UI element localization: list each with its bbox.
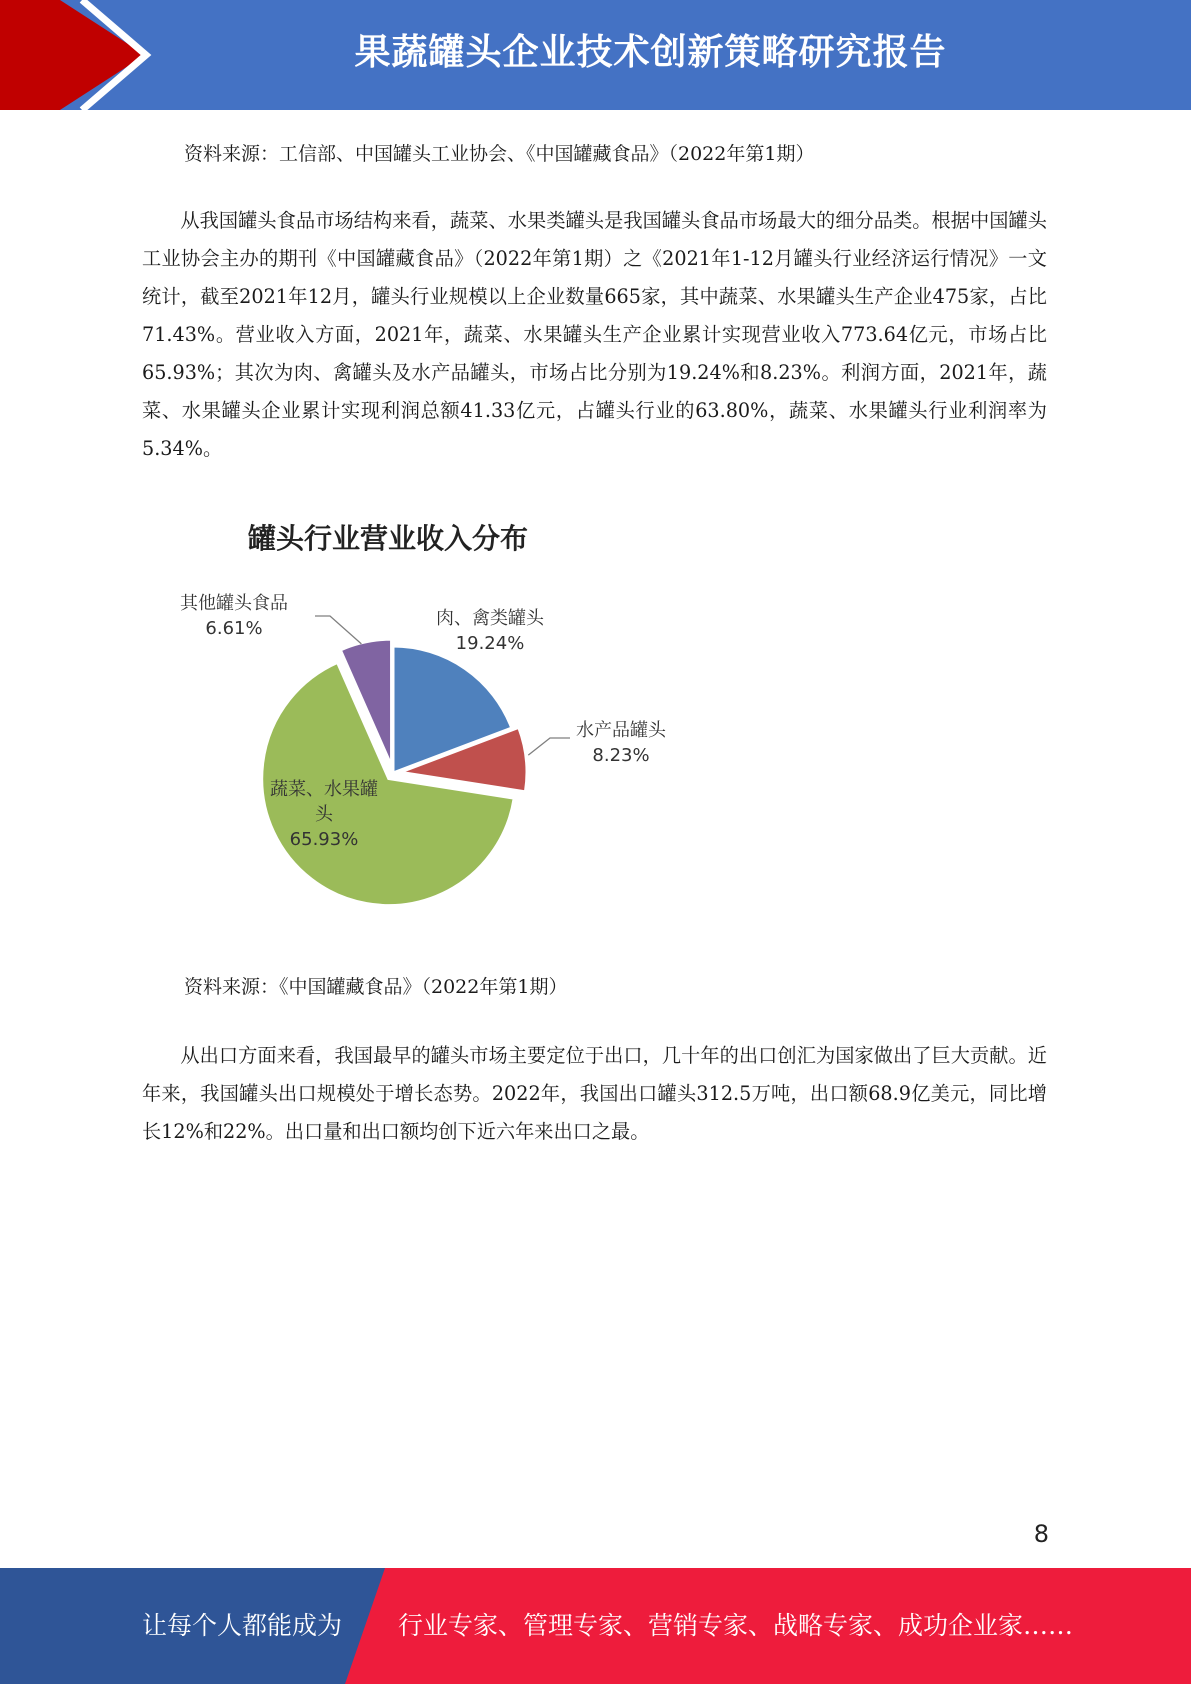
source-note-2: 资料来源：《中国罐藏食品》（2022年第1期） <box>184 976 568 998</box>
label-vegetable-fruit-name: 蔬菜、水果罐头 <box>270 779 378 825</box>
label-vegetable-fruit-value: 65.93% <box>289 829 359 850</box>
label-vegetable-fruit <box>266 777 382 852</box>
footer-slogan-left: 让每个人都能成为 <box>142 1611 343 1640</box>
label-other-value: 6.61% <box>205 618 263 639</box>
footer-slogan-right: 行业专家、管理专家、营销专家、战略专家、成功企业家…… <box>398 1611 1074 1640</box>
report-title: 果蔬罐头企业技术创新策略研究报告 <box>354 32 947 73</box>
label-aquatic <box>576 718 666 768</box>
source-note-1: 资料来源：工信部、中国罐头工业协会、《中国罐藏食品》（2022年第1期） <box>184 143 815 165</box>
leader-line-other <box>315 616 361 644</box>
paragraph-market-structure: 从我国罐头食品市场结构来看，蔬菜、水果类罐头是我国罐头食品市场最大的细分品类。根据中国罐头工业协会主办的期刊《中国罐藏食品》（2022年第1期）之《2021年1-12月罐头行业经济运行情况》一文统计，截至2021年12月，罐头行业规模以上企业数量665家，其中蔬菜、水果罐头生产企业475家，占比71.43%。营业收入方面，2021年，蔬菜、水果罐头生产企业累计实现营业收入773.64亿元，市场占比65.93%；其次为肉、禽罐头及水产品罐头，市场占比分别为19.24%和8.23%。利润方面，2021年，蔬菜、水果罐头企业累计实现利润总额41.33亿元，占罐头行业的63.80%，蔬菜、水果罐头行业利润率为5.34%。 <box>142 209 1047 460</box>
page-number: 8 <box>1033 1520 1049 1548</box>
label-aquatic-value: 8.23% <box>592 745 650 766</box>
chart-title: 罐头行业营业收入分布 <box>248 522 529 555</box>
leader-line-aquatic <box>528 738 570 755</box>
pie-chart <box>170 505 730 925</box>
label-meat-poultry-name: 肉、禽类罐头 <box>436 608 544 629</box>
label-other-name: 其他罐头食品 <box>180 593 288 614</box>
label-aquatic-name: 水产品罐头 <box>576 720 666 741</box>
label-meat-poultry-value: 19.24% <box>455 633 525 654</box>
page-header <box>0 0 1191 110</box>
pie-chart-svg <box>170 505 730 925</box>
label-other <box>180 591 288 641</box>
page-footer <box>0 1568 1191 1684</box>
paragraph-export: 从出口方面来看，我国最早的罐头市场主要定位于出口，几十年的出口创汇为国家做出了巨大贡献。近年来，我国罐头出口规模处于增长态势。2022年，我国出口罐头312.5万吨，出口额68.9亿美元，同比增长12%和22%。出口量和出口额均创下近六年来出口之最。 <box>142 1044 1047 1143</box>
label-meat-poultry <box>436 606 544 656</box>
